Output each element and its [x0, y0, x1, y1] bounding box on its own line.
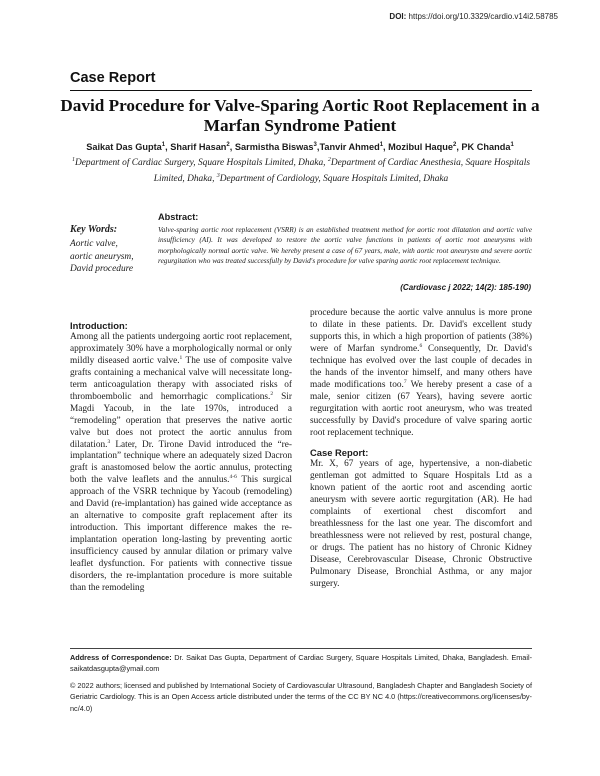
keyword-item: aortic aneurysm, — [70, 251, 134, 262]
case-report-text: Mr. X, 67 years of age, hypertensive, a non-diabetic gentleman got admitted to Square Hospitals Ltd as a known patient of the aortic root and ascending aortic aneurysm with severe aortic regurgitation (AR). He had complaints of exertional chest discomfort and breathlessness for the last one year. The discomfort and breathlessness were not relieved by rest, postural change, or drugs. The patient has no history of Chronic Kidney Disease, Cerebrovascular Disease, Chronic Obstructive Pulmonary Disease, Bronchial Asthma, or any major surgery. — [310, 459, 532, 589]
abstract-heading: Abstract: — [158, 212, 199, 222]
correspondence — [70, 652, 532, 674]
keyword-item: David procedure — [70, 264, 134, 274]
author-list: Saikat Das Gupta$^1$, Sharif Hasan$^2$, Sarmistha Biswas$^3$,Tanvir Ahmed$^1$, Mozibul Haque$^2$, PK Chanda$^1$ — [86, 142, 514, 153]
author-5: Mozibul Haque$^2$ — [388, 142, 457, 153]
header-rule — [70, 90, 532, 91]
footer-rule — [70, 648, 532, 649]
author-3: Sarmistha Biswas$^3$ — [234, 142, 317, 153]
author-1: Saikat Das Gupta$^1$ — [86, 142, 166, 153]
intro-heading: Introduction: — [70, 320, 128, 331]
license-text: © 2022 authors; licensed and published by International Society of Cardiovascular Ultrasound, Bangladesh Chapter and Bangladesh Society of Geriatric Cardiology. This is an Open Access article distributed under the terms of the CC BY NC 4.0 (https://creativecommons.org/licenses/by-nc/4.0) — [70, 681, 532, 713]
citation-ref: 1 — [179, 354, 183, 361]
citation-ref: 7 — [403, 378, 407, 385]
case-report-heading: Case Report: — [310, 447, 369, 459]
author-2: Sharif Hasan$^2$ — [170, 142, 230, 153]
affiliations: $^1$Department of Cardiac Surgery, Square Hospitals Limited, Dhaka, $^2$Department of Cardiac Anesthesia, Square Hospitals Limited, Dhaka, $^3$Department of Cardiology, Square Hospitals Limited, Dhaka — [72, 157, 530, 184]
author-6: PK Chanda$^1$ — [461, 142, 514, 153]
section-label: Case Report — [70, 70, 156, 86]
author-4: Tanvir Ahmed$^1$ — [319, 142, 384, 153]
doi-link[interactable]: https://doi.org/10.3329/cardio.v14i2.58785 — [408, 12, 558, 21]
column-left — [70, 320, 292, 595]
citation-ref: 3 — [107, 438, 111, 445]
journal-citation: (Cardiovasc j 2022; 14(2): 185-190) — [400, 283, 531, 292]
correspondence-text: Dr. Saikat Das Gupta, Department of Cardiac Surgery, Square Hospitals Limited, Dhaka, Bangladesh. Email- saikatdasgupta@ymail.com — [70, 653, 532, 674]
citation-ref: 4-6 — [229, 474, 237, 481]
doi-line — [389, 12, 558, 21]
doi-label: DOI: — [389, 12, 407, 21]
keywords-heading: Key Words: — [70, 224, 118, 235]
keyword-item: Aortic valve, — [70, 239, 118, 249]
keywords-list — [70, 238, 134, 276]
intro-text: Among all the patients undergoing aortic root replacement, approximately 30% have a morphologically normal or only mildly diseased aortic valve.$^1$ The use of composite valve grafts containing a mechanical valve will necessitate long-term anticoagulation therapy with associated risks of thromboembolic and hemorrhagic complications.$^2$ Sir Magdi Yacoub, in the late 1970s, introduced a “remodeling” operation that preserves the native aortic valve but does not protect the aortic annulus from dilatation.$^3$ Later, Dr. Tirone David introduced the “re-implantation” technique where an adequately sized Dacron graft is anastomosed below the aortic annulus, protecting both the valve leaflets and the annulus.$^{4-6}$ This surgical approach of the VSRR technique by Yacoub (remodeling) and David (re-implantation) has gained wide acceptance as an alternative to composite graft replacement after its introduction. This important difference makes the re-implantation operation long-lasting by preventing aortic insufficiency caused by annular dilation or primary valve leaflet dysfunction. For patients with connective tissue disorders, the re-implantation procedure is more suitable than the remodeling — [70, 331, 292, 593]
citation-ref: 2 — [270, 390, 274, 397]
abstract-text: Valve-sparing aortic root replacement (VSRR) is an established treatment method for aortic root dilatation and aortic valve insufficiency (AI). It was developed to restore the aortic valve functions in patients of aortic root aneurysms with morphologically normal aortic valve. We hereby present a case of 67 years, male, with aortic root aneurysm and severe aortic regurgitation who was treated successfully by David's procedure for valve sparing aortic root replacement technique. — [158, 225, 532, 266]
intro-text-continued: procedure because the aortic valve annulus is more prone to dilate in these patients. Dr. David's excellent study supports this, in which a high proportion of patients (38%) were of Marfan syndrome.$^6$ Consequently, Dr. David's technique has evolved over the last couple of decades in the hands of the inventor himself, and many others have made modifications too.$^7$ We hereby present a case of a male, senior citizen (67 Years), having severe aortic regurgitation with aortic root aneurysm, who was treated successfully by David's procedure of valve sparing aortic root replacement technique. — [310, 308, 532, 438]
citation-ref: 6 — [419, 342, 423, 349]
correspondence-label: Address of Correspondence: — [70, 653, 172, 662]
column-right — [310, 308, 532, 591]
article-title: David Procedure for Valve-Sparing Aortic Root Replacement in a Marfan Syndrome Patient — [60, 96, 540, 135]
